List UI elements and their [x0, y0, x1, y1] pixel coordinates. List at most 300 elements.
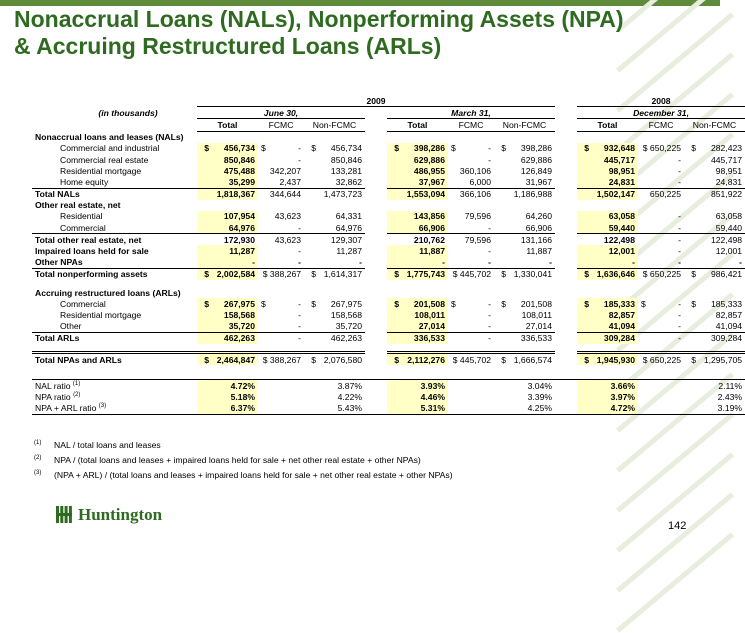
table-cell: 4.72% — [577, 403, 638, 415]
table-cell: 3.97% — [577, 391, 638, 402]
table-cell: 98,951 — [715, 165, 743, 176]
table-cell — [365, 234, 377, 246]
table-cell — [377, 107, 387, 119]
table-cell — [567, 257, 577, 269]
table-cell: 64,976 — [209, 222, 258, 234]
period-march: March 31, — [387, 107, 555, 119]
table-cell: 122,498 — [696, 234, 745, 246]
table-cell: Total ARLs — [32, 332, 197, 344]
table-cell — [197, 165, 209, 176]
table-cell: 3.93% — [387, 380, 448, 392]
table-cell — [197, 309, 209, 320]
table-cell — [365, 257, 377, 269]
table-row — [32, 298, 745, 309]
table-cell: $ — [304, 268, 316, 280]
table-cell — [555, 119, 567, 131]
table-cell: 131,166 — [506, 234, 555, 246]
table-cell: 850,846 — [209, 154, 258, 165]
table-cell: 35,720 — [335, 321, 362, 332]
table-cell — [494, 188, 506, 200]
table-cell — [387, 234, 399, 246]
table-cell: $ 388,267 — [258, 268, 304, 280]
table-cell: 32,862 — [335, 176, 362, 187]
table-cell: 4.72% — [197, 380, 258, 392]
table-cell — [494, 176, 506, 188]
table-cell: 267,975 — [330, 298, 362, 309]
table-cell — [197, 222, 209, 234]
table-cell: 4.22% — [337, 391, 362, 402]
table-cell — [377, 165, 387, 176]
table-cell — [555, 154, 567, 165]
table-cell: 2,437 — [279, 176, 301, 187]
table-cell — [365, 222, 377, 234]
table-cell — [555, 321, 567, 333]
table-cell — [684, 309, 696, 320]
table-cell: - — [678, 154, 681, 165]
table-cell — [555, 107, 567, 119]
table-row-total — [32, 234, 745, 246]
col-fcmc: FCMC — [638, 119, 684, 131]
table-cell — [365, 143, 377, 154]
table-cell: $ 445,702 — [448, 268, 494, 280]
table-cell: Impaired loans held for sale — [35, 246, 149, 257]
table-cell: 366,106 — [448, 188, 494, 200]
col-fcmc: FCMC — [258, 119, 304, 131]
table-cell: $ — [387, 268, 399, 280]
table-cell — [684, 154, 696, 165]
table-cell: NPA ratio $^{(2)}$ — [35, 391, 81, 402]
table-row — [32, 211, 745, 222]
table-cell: 107,954 — [209, 211, 258, 222]
table-cell: - — [488, 321, 491, 332]
logo-text: Huntington — [78, 505, 163, 524]
table-cell — [387, 188, 399, 200]
table-cell: 79,596 — [448, 234, 494, 246]
table-cell — [377, 403, 387, 415]
table-cell: 342,207 — [269, 165, 301, 176]
table-cell — [377, 321, 387, 333]
col-nonfcmc: Non-FCMC — [684, 119, 745, 131]
table-cell: $ — [197, 352, 209, 365]
table-cell — [197, 245, 209, 256]
table-cell: - — [298, 246, 301, 257]
table-cell — [304, 211, 316, 222]
table-cell: $ - — [451, 298, 491, 309]
table-cell — [567, 154, 577, 165]
table-cell: 2,076,580 — [316, 352, 365, 365]
table-cell — [365, 352, 377, 365]
table-cell: - — [678, 222, 681, 233]
table-cell — [494, 257, 506, 269]
table-cell: $ - — [261, 298, 301, 309]
table-cell: 11,287 — [209, 245, 258, 256]
table-cell — [365, 380, 377, 392]
table-cell: 1,553,094 — [399, 188, 448, 200]
table-cell: 1,666,574 — [506, 352, 555, 365]
table-cell — [567, 165, 577, 176]
col-total: Total — [197, 119, 258, 131]
table-cell — [684, 321, 696, 333]
table-cell — [567, 107, 577, 119]
table-cell: - — [488, 257, 491, 268]
table-cell — [684, 257, 696, 269]
table-cell: $ — [501, 298, 506, 309]
table-cell: Total NALs — [32, 188, 197, 200]
table-cell: 986,421 — [696, 268, 745, 280]
table-cell: 2.11% — [718, 380, 743, 391]
table-cell — [448, 403, 494, 415]
table-cell — [304, 309, 316, 320]
table-cell: 12,001 — [589, 245, 638, 256]
table-cell: 1,473,723 — [316, 188, 365, 200]
table-cell — [197, 321, 209, 333]
col-fcmc: FCMC — [448, 119, 494, 131]
table-row — [32, 176, 745, 188]
table-cell: 64,260 — [525, 211, 552, 222]
ratio-row — [32, 380, 745, 392]
table-cell — [304, 234, 316, 246]
table-cell: $ — [577, 268, 589, 280]
table-cell: 851,922 — [696, 188, 745, 200]
table-cell — [555, 332, 567, 344]
table-cell — [577, 188, 589, 200]
table-cell — [387, 176, 399, 188]
section-header-nal: Nonaccrual loans and leases (NALs) — [35, 132, 184, 143]
table-cell: $ - — [261, 143, 301, 154]
footnote-3: $^{(3)}$ (NPA + ARL) / (total loans and leases + impaired loans held for sale + net other real estate + other NPAs) — [34, 470, 453, 480]
table-cell — [555, 234, 567, 246]
table-cell: 267,975 — [209, 298, 258, 309]
table-cell — [567, 234, 577, 246]
table-cell: 456,734 — [330, 143, 362, 154]
table-cell — [555, 380, 567, 392]
table-cell — [567, 380, 577, 392]
table-cell: 2.43% — [717, 391, 743, 402]
table-cell: 210,762 — [399, 234, 448, 246]
table-cell: Home equity — [60, 176, 109, 187]
table-cell — [555, 165, 567, 176]
table-cell — [365, 119, 377, 131]
table-cell — [365, 391, 377, 402]
table-cell — [494, 309, 506, 320]
table-row — [32, 257, 745, 269]
table-cell — [555, 222, 567, 234]
page-number: 142 — [668, 520, 687, 532]
table-cell: 462,263 — [316, 332, 365, 344]
table-cell — [197, 211, 209, 222]
table-cell — [494, 332, 506, 344]
table-cell — [577, 332, 589, 344]
table-cell: 850,846 — [330, 154, 362, 165]
table-cell — [638, 403, 684, 415]
table-cell — [365, 332, 377, 344]
table-cell: 1,295,705 — [696, 352, 745, 365]
table-cell — [32, 344, 745, 353]
table-cell — [377, 222, 387, 234]
table-cell: 35,299 — [209, 176, 258, 188]
table-cell — [555, 268, 567, 280]
table-cell — [387, 309, 399, 320]
table-cell: 37,967 — [399, 176, 448, 188]
table-cell: - — [549, 257, 552, 268]
table-cell — [684, 234, 696, 246]
table-cell: $ 650,225 — [642, 143, 681, 154]
table-cell — [567, 188, 577, 200]
table-cell: 5.31% — [387, 403, 448, 415]
table-cell: - — [488, 154, 491, 165]
table-cell: NPA + ARL ratio $^{(3)}$ — [35, 403, 107, 414]
table-cell — [304, 222, 316, 234]
table-cell — [365, 165, 377, 176]
table-cell: Total NPAs and ARLs — [32, 352, 197, 365]
table-cell — [304, 257, 316, 269]
table-cell — [567, 391, 577, 402]
table-cell: Other — [60, 321, 82, 332]
table-cell — [387, 222, 399, 234]
table-cell: 11,887 — [399, 245, 448, 256]
table-cell: 63,058 — [589, 211, 638, 222]
table-row — [32, 222, 745, 234]
table-cell — [197, 188, 209, 200]
table-cell — [377, 268, 387, 280]
table-cell — [377, 380, 387, 392]
table-cell: 129,307 — [316, 234, 365, 246]
table-cell: 445,717 — [710, 154, 743, 165]
table-row — [32, 143, 745, 154]
table-cell: Residential mortgage — [60, 165, 142, 176]
table-cell — [567, 176, 577, 188]
table-row — [32, 321, 745, 333]
table-cell: 11,887 — [526, 246, 552, 257]
table-cell — [577, 234, 589, 246]
table-cell: - — [399, 257, 448, 269]
table-cell: Total other real estate, net — [32, 234, 197, 246]
ratio-row — [32, 391, 745, 402]
table-cell — [567, 403, 577, 415]
table-cell: 6.37% — [197, 403, 258, 415]
table-cell: 1,775,743 — [399, 268, 448, 280]
table-cell: - — [488, 309, 491, 320]
table-cell: $ — [501, 143, 506, 154]
footnote-1: $^{(1)}$ NAL / total loans and leases — [34, 440, 161, 450]
table-cell — [567, 222, 577, 234]
table-cell: 64,976 — [335, 222, 362, 233]
table-cell — [448, 391, 494, 402]
table-cell: - — [678, 165, 681, 176]
table-cell: $ — [684, 268, 696, 280]
table-cell — [567, 119, 577, 131]
table-cell — [555, 391, 567, 402]
table-row — [32, 154, 745, 165]
table-cell — [197, 176, 209, 188]
table-cell: 1,945,930 — [589, 352, 638, 365]
table-cell — [577, 222, 589, 234]
table-cell: 59,440 — [715, 222, 743, 233]
units-label: (in thousands) — [98, 107, 158, 118]
table-cell: 201,508 — [399, 298, 448, 309]
table-cell: 1,330,041 — [506, 268, 555, 280]
table-cell: 4.46% — [387, 391, 448, 402]
table-cell — [684, 222, 696, 234]
table-cell: 486,955 — [399, 165, 448, 176]
table-cell: 1,186,988 — [506, 188, 555, 200]
table-cell: 1,614,317 — [316, 268, 365, 280]
table-cell: 82,857 — [589, 309, 638, 320]
table-cell — [684, 211, 696, 222]
table-cell — [387, 257, 399, 269]
table-cell: 12,001 — [715, 246, 743, 257]
table-cell: 41,094 — [715, 321, 743, 332]
table-cell: 24,831 — [715, 176, 743, 187]
table-cell — [567, 211, 577, 222]
table-cell — [377, 154, 387, 165]
table-cell: 108,011 — [521, 309, 552, 320]
table-cell: $ 650,225 — [638, 352, 684, 365]
table-cell — [304, 188, 316, 200]
ratio-row — [32, 403, 745, 415]
table-cell: $ — [304, 352, 316, 365]
table-cell — [567, 95, 577, 107]
table-cell: - — [488, 222, 491, 233]
table-cell: - — [678, 211, 681, 222]
table-cell: - — [298, 309, 301, 320]
table-cell: - — [448, 332, 494, 344]
table-cell: 79,596 — [464, 211, 491, 222]
table-cell — [567, 268, 577, 280]
table-cell — [377, 188, 387, 200]
table-cell: 11,287 — [336, 246, 362, 257]
table-cell: - — [298, 154, 301, 165]
table-cell — [494, 234, 506, 246]
table-cell — [258, 391, 304, 402]
page-title: Nonaccrual Loans (NALs), Nonperforming Assets (NPA) & Accruing Restructured Loans (ARLs) — [14, 6, 624, 59]
table-cell: - — [678, 321, 681, 332]
table-cell — [567, 309, 577, 320]
table-cell: $ — [387, 298, 399, 309]
table-cell — [494, 222, 506, 234]
table-cell: 462,263 — [209, 332, 258, 344]
table-cell — [494, 165, 506, 176]
table-cell: 5.18% — [197, 391, 258, 402]
table-cell: 2,002,584 — [209, 268, 258, 280]
table-cell — [377, 211, 387, 222]
table-cell — [365, 154, 377, 165]
table-cell: 35,720 — [209, 321, 258, 333]
table-cell — [577, 176, 589, 188]
table-cell: - — [678, 246, 681, 257]
table-cell: $ — [494, 268, 506, 280]
table-cell: 63,058 — [715, 211, 743, 222]
table-cell — [555, 95, 567, 107]
table-cell: 185,333 — [710, 298, 743, 309]
table-cell: $ — [684, 352, 696, 365]
table-cell: 43,623 — [274, 211, 301, 222]
table-cell — [377, 309, 387, 320]
table-cell — [377, 245, 387, 256]
table-cell — [304, 176, 316, 188]
table-cell: $ 650,225 — [638, 268, 684, 280]
table-cell — [577, 211, 589, 222]
table-cell: - — [488, 246, 491, 257]
table-cell — [555, 245, 567, 256]
table-cell: Total nonperforming assets — [32, 268, 197, 280]
table-cell: 2,464,847 — [209, 352, 258, 365]
table-cell — [567, 298, 577, 309]
table-cell — [365, 268, 377, 280]
table-cell: 932,648 — [589, 143, 638, 154]
table-cell — [304, 245, 316, 256]
table-cell — [494, 321, 506, 333]
table-cell: $ — [494, 352, 506, 365]
table-cell — [377, 234, 387, 246]
table-cell: 24,831 — [589, 176, 638, 188]
table-cell — [555, 298, 567, 309]
table-cell: 398,286 — [520, 143, 552, 154]
table-cell: $ — [577, 352, 589, 365]
table-cell: - — [298, 321, 301, 332]
table-cell: $ 445,702 — [448, 352, 494, 365]
table-cell: Commercial — [60, 298, 106, 309]
table-cell: $ — [197, 143, 209, 154]
table-cell — [197, 257, 209, 269]
table-cell: 475,488 — [209, 165, 258, 176]
section-header-ore: Other real estate, net — [35, 200, 121, 211]
table-cell — [258, 380, 304, 392]
table-cell — [555, 257, 567, 269]
table-cell: 158,568 — [330, 309, 362, 320]
nal-npa-table — [32, 95, 745, 415]
table-cell: Residential mortgage — [60, 309, 142, 320]
table-cell: - — [298, 222, 301, 233]
table-cell: 1,502,147 — [589, 188, 638, 200]
table-cell — [567, 332, 577, 344]
table-cell: 66,906 — [399, 222, 448, 234]
table-cell — [377, 391, 387, 402]
table-cell: 282,423 — [710, 143, 743, 154]
table-cell — [365, 107, 377, 119]
table-cell — [258, 403, 304, 415]
period-june: June 30, — [197, 107, 365, 119]
table-cell: - — [678, 176, 681, 187]
table-cell: - — [209, 257, 258, 269]
table-cell: $ 388,267 — [258, 352, 304, 365]
table-cell: 309,284 — [589, 332, 638, 344]
table-cell — [494, 211, 506, 222]
table-cell — [304, 154, 316, 165]
table-cell — [377, 176, 387, 188]
table-cell — [32, 365, 745, 372]
table-cell — [555, 211, 567, 222]
table-cell — [365, 309, 377, 320]
table-cell: $ — [387, 352, 399, 365]
table-cell — [32, 372, 745, 380]
table-cell — [377, 257, 387, 269]
table-cell: 143,856 — [399, 211, 448, 222]
table-row-total — [32, 332, 745, 344]
table-cell — [577, 154, 589, 165]
table-cell — [32, 119, 197, 131]
footnote-2: $^{(2)}$ NPA / (total loans and leases + impaired loans held for sale + net other real estate + other NPAs) — [34, 455, 421, 465]
table-cell — [365, 321, 377, 333]
table-cell: 201,508 — [520, 298, 552, 309]
table-cell — [377, 119, 387, 131]
table-cell — [567, 352, 577, 365]
table-cell — [684, 245, 696, 256]
table-cell: - — [589, 257, 638, 269]
table-cell: $ - — [451, 143, 491, 154]
table-cell — [555, 403, 567, 415]
table-cell: 3.87% — [337, 380, 362, 391]
